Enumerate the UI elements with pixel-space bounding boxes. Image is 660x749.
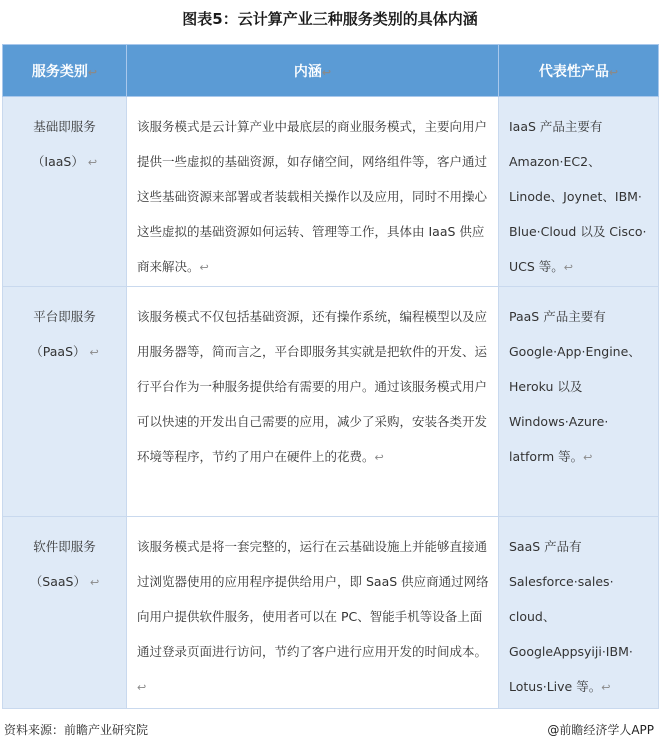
return-mark: ↩ bbox=[601, 681, 611, 694]
description-text: 该服务模式是云计算产业中最底层的商业服务模式，主要向用户提供一些虚拟的基础资源，如存储空间，网络组件等，客户通过这些基础资源来部署或者装载相关操作以及应用，同时不用操心这些虚拟的基础资源如何运转、管理等工作，具体由 IaaS 供应商来解决。 bbox=[137, 119, 488, 274]
return-mark: ↩ bbox=[583, 451, 593, 464]
return-mark: ↩ bbox=[87, 65, 98, 79]
product-line: cloud、 bbox=[509, 609, 556, 624]
description-cell bbox=[127, 97, 499, 287]
footer bbox=[0, 712, 660, 749]
description-text: 该服务模式是将一套完整的，运行在云基础设施上并能够直接通过浏览器使用的应用程序提供给用户，即 SaaS 供应商通过网络向用户提供软件服务，使用者可以在 PC、智能手机等设备上面通过登录页面进行访问，节约了客户进行应用开发的时间成本。 bbox=[137, 539, 489, 659]
product-line: GoogleAppsyiji·IBM· bbox=[509, 644, 633, 659]
table-row-iaas bbox=[3, 97, 659, 287]
product-line: PaaS 产品主要有 bbox=[509, 309, 606, 324]
category-cell bbox=[3, 517, 127, 709]
product-line: Heroku 以及 bbox=[509, 379, 583, 394]
description-cell bbox=[127, 287, 499, 517]
header-category bbox=[3, 45, 127, 97]
table-row-saas bbox=[3, 517, 659, 709]
description-cell bbox=[127, 517, 499, 709]
product-line: SaaS 产品有 bbox=[509, 539, 582, 554]
return-mark: ↩ bbox=[608, 65, 619, 79]
product-line: latform 等。 bbox=[509, 449, 584, 464]
category-abbr: （PaaS） bbox=[30, 344, 86, 359]
products-cell bbox=[499, 517, 659, 709]
service-categories-table bbox=[2, 44, 659, 709]
product-line: UCS 等。 bbox=[509, 259, 564, 274]
category-name: 基础即服务 bbox=[33, 119, 96, 134]
source-note: 资料来源：前瞻产业研究院 bbox=[4, 723, 149, 737]
products-cell bbox=[499, 287, 659, 517]
category-cell bbox=[3, 287, 127, 517]
product-line: Windows·Azure· bbox=[509, 414, 609, 429]
return-mark: ↩ bbox=[199, 261, 209, 274]
return-mark: ↩ bbox=[374, 451, 384, 464]
header-content-label: 内涵 bbox=[293, 63, 322, 80]
category-abbr: （IaaS） bbox=[31, 154, 84, 169]
brand-credit: @前瞻经济学人APP bbox=[547, 723, 654, 737]
table-row-paas bbox=[3, 287, 659, 517]
return-mark: ↩ bbox=[89, 346, 99, 359]
category-name: 平台即服务 bbox=[33, 309, 96, 324]
return-mark: ↩ bbox=[137, 681, 147, 694]
product-line: Google·App·Engine、 bbox=[509, 344, 641, 359]
header-products bbox=[499, 45, 659, 97]
header-products-label: 代表性产品 bbox=[538, 63, 609, 80]
product-line: Blue·Cloud 以及 Cisco· bbox=[509, 224, 647, 239]
table-header-row bbox=[3, 45, 659, 97]
return-mark: ↩ bbox=[89, 576, 100, 589]
return-mark: ↩ bbox=[321, 65, 332, 79]
product-line: Lotus·Live 等。 bbox=[509, 679, 602, 694]
return-mark: ↩ bbox=[563, 261, 574, 274]
category-name: 软件即服务 bbox=[33, 539, 96, 554]
product-line: Linode、Joynet、IBM· bbox=[509, 189, 642, 204]
category-cell bbox=[3, 97, 127, 287]
product-line: Amazon·EC2、 bbox=[509, 154, 601, 169]
header-content bbox=[127, 45, 499, 97]
page-title: 图表5：云计算产业三种服务类别的具体内涵 bbox=[182, 10, 478, 28]
description-text: 该服务模式不仅包括基础资源，还有操作系统，编程模型以及应用服务器等，简而言之，平台即服务其实就是把软件的开发、运行平台作为一种服务提供给有需要的用户。通过该服务模式用户可以快速的开发出自己需要的应用，减少了采购，安装各类开发环境等程序，节约了用户在硬件上的花费。 bbox=[137, 309, 488, 464]
product-line: Salesforce·sales· bbox=[509, 574, 614, 589]
header-category-label: 服务类别 bbox=[31, 63, 88, 80]
products-cell bbox=[499, 97, 659, 287]
category-abbr: （SaaS） bbox=[29, 574, 86, 589]
product-line: IaaS 产品主要有 bbox=[509, 119, 603, 134]
return-mark: ↩ bbox=[87, 156, 98, 169]
